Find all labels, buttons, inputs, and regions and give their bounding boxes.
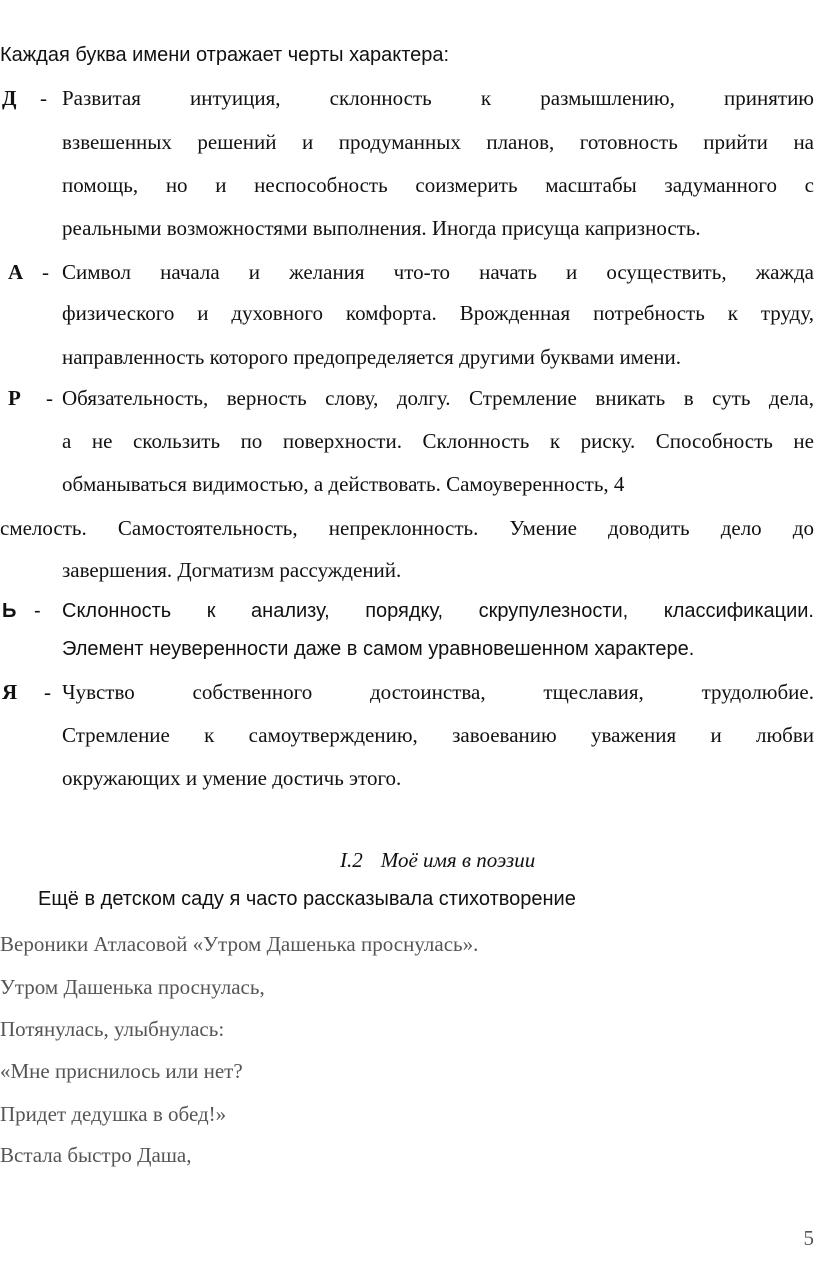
letter-d-line-4: реальными возможностями выполнения. Иногда присуща капризность. xyxy=(62,216,701,240)
page-number: 5 xyxy=(803,1226,814,1250)
poem-line: Утром Дашенька проснулась, xyxy=(0,975,265,999)
letter-d-line-1: Развитая интуиция, склонность к размышлению, принятию xyxy=(62,86,814,110)
poem-line: Потянулась, улыбнулась: xyxy=(0,1017,225,1041)
letter-a-line-1: Символ начала и желания что-то начать и осуществить, жажда xyxy=(62,260,814,284)
poem-line: Придет дедушка в обед!» xyxy=(0,1102,227,1126)
letter-a-line-2: физического и духовного комфорта. Врожденная потребность к труду, xyxy=(62,301,814,325)
letter-a-line-3: направленность которого предопределяется другими буквами имени. xyxy=(62,345,682,369)
letter-dash: - xyxy=(34,600,41,622)
letter-soft-sign-line-2: Элемент неуверенности даже в самом уравновешенном характере. xyxy=(62,638,695,660)
letter-ya-line-1: Чувство собственного достоинства, тщеславия, трудолюбие. xyxy=(62,680,814,704)
letter-r-line-4: смелость. Самостоятельность, непреклонность. Умение доводить дело до xyxy=(0,516,814,540)
letter-ya-line-2: Стремление к самоутверждению, завоеванию уважения и любви xyxy=(62,723,814,747)
letter-d-line-3: помощь, но и неспособность соизмерить масштабы задуманного с xyxy=(62,173,814,197)
section-number: I.2 xyxy=(340,848,363,872)
letter-soft-sign: Ь xyxy=(2,600,17,622)
letter-r-line-2: а не скользить по поверхности. Склонность к риску. Способность не xyxy=(62,429,814,453)
letter-d-line-2: взвешенных решений и продуманных планов, готовность прийти на xyxy=(62,130,814,154)
poem-line: Вероники Атласовой «Утром Дашенька проснулась». xyxy=(0,932,479,956)
letter-r-line-1: Обязательность, верность слову, долгу. Стремление вникать в суть дела, xyxy=(62,386,814,410)
letter-soft-sign-line-1: Склонность к анализу, порядку, скрупулезности, классификации. xyxy=(62,600,814,622)
letter-a: А xyxy=(8,260,24,284)
letter-r-line-3: обманываться видимостью, а действовать. Самоуверенность, 4 xyxy=(62,472,625,496)
letter-dash: - xyxy=(40,86,47,110)
section-title: Моё имя в поэзии xyxy=(380,848,536,872)
letter-dash: - xyxy=(44,680,51,704)
poem-line: «Мне приснилось или нет? xyxy=(0,1059,243,1083)
letter-dash: - xyxy=(42,260,49,284)
letter-r: Р xyxy=(8,386,21,410)
letter-ya-line-3: окружающих и умение достичь этого. xyxy=(62,766,402,790)
poem-line: Встала быстро Даша, xyxy=(0,1143,192,1167)
letter-ya: Я xyxy=(2,680,18,704)
letter-r-line-5: завершения. Догматизм рассуждений. xyxy=(62,558,402,582)
intro-text: Каждая буква имени отражает черты характера: xyxy=(0,44,450,66)
section-heading xyxy=(340,848,535,873)
letter-d: Д xyxy=(2,86,17,110)
poem-intro: Ещё в детском саду я часто рассказывала стихотворение xyxy=(38,888,576,910)
letter-dash: - xyxy=(46,386,53,410)
